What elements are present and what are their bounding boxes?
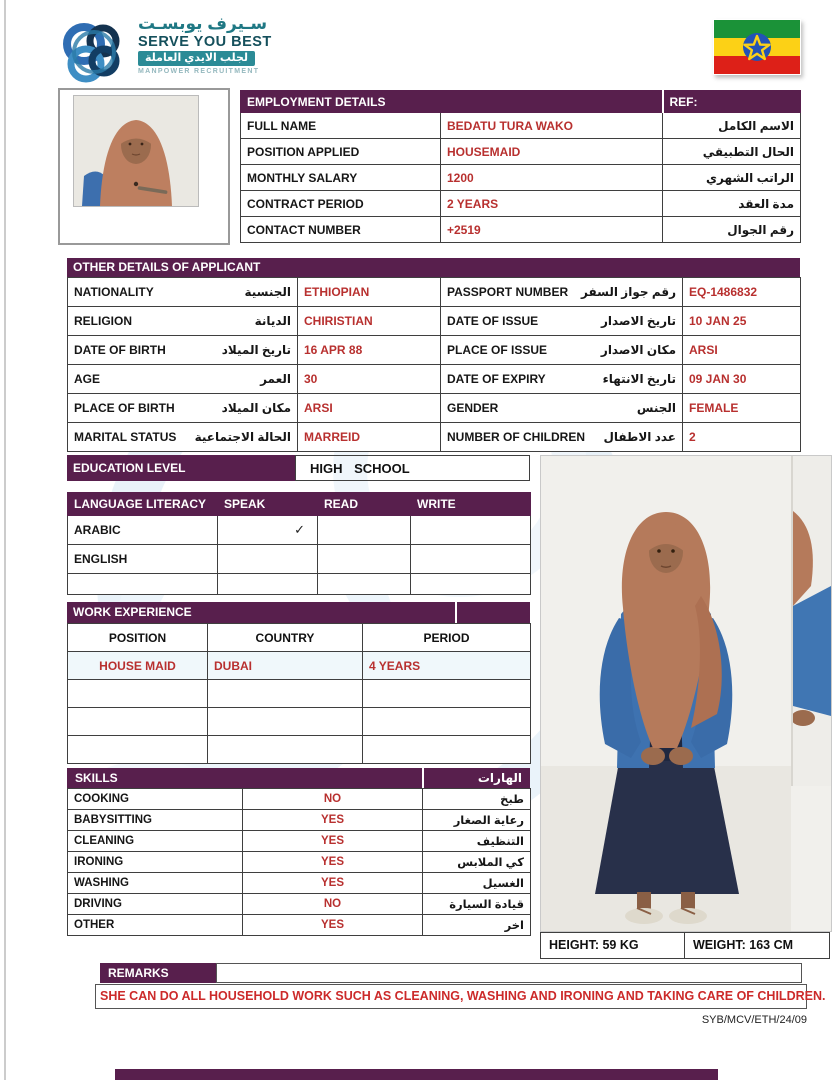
gender-arabic: الجنس [636,401,676,415]
experience-period-empty [363,708,531,736]
country-column-header: COUNTRY [208,624,363,652]
contract-period-arabic: مدة العقد [663,191,801,217]
table-row [68,873,531,894]
language-literacy-table [67,492,531,595]
cooking-label: COOKING [68,789,243,810]
other-skill-value: YES [243,915,423,936]
washing-label: WASHING [68,873,243,894]
weight-value: WEIGHT: 163 CM [685,932,830,959]
table-row [68,394,801,423]
number-of-children-label: NUMBER OF CHILDREN [447,430,585,444]
header-separator [455,602,457,623]
babysitting-arabic: رعاية الصغار [423,810,531,831]
religion-label: RELIGION [74,314,133,328]
table-row [68,852,531,873]
arabic-write-cell [411,516,531,545]
driving-arabic: قيادة السيارة [423,894,531,915]
table-row [68,516,531,545]
contract-period-label: CONTRACT PERIOD [241,191,441,217]
driving-value: NO [243,894,423,915]
remarks-header: REMARKS [100,963,216,983]
place-of-birth-value: ARSI [298,394,441,423]
place-of-birth-label: PLACE OF BIRTH [74,401,175,415]
skills-title: SKILLS [75,771,118,785]
table-row [241,165,801,191]
education-level-value: HIGH SCHOOL [295,455,530,481]
experience-period-empty [363,736,531,764]
contact-number-label: CONTACT NUMBER [241,217,441,243]
date-of-issue-value: 10 JAN 25 [683,307,801,336]
date-of-issue-label: DATE OF ISSUE [447,314,539,328]
read-header: READ [318,493,411,516]
place-of-issue-arabic: مكان الاصدار [600,343,676,357]
period-column-header: PERIOD [363,624,531,652]
table-row [68,680,531,708]
skills-title-arabic: الهارات [477,771,522,785]
other-details-table [67,277,801,452]
position-applied-arabic: الحال التطبيقي [663,139,801,165]
other-skill-label: OTHER [68,915,243,936]
nationality-arabic: الجنسية [244,285,291,299]
religion-arabic: الديانة [254,314,291,328]
table-row [68,652,531,680]
monthly-salary-value: 1200 [441,165,663,191]
nationality-value: ETHIOPIAN [298,278,441,307]
passport-number-value: EQ-1486832 [683,278,801,307]
contact-number-value: +2519 [441,217,663,243]
passport-number-label: PASSPORT NUMBER [447,285,569,299]
table-row [68,831,531,852]
washing-arabic: الغسيل [423,873,531,894]
washing-value: YES [243,873,423,894]
language-literacy-header: LANGUAGE LITERACY [68,493,218,516]
cleaning-value: YES [243,831,423,852]
remarks-text: SHE CAN DO ALL HOUSEHOLD WORK SUCH AS CLEANING, WASHING AND IRONING AND TAKING CARE OF CHILDREN. [95,984,807,1009]
place-of-issue-value: ARSI [683,336,801,365]
position-column-header: POSITION [68,624,208,652]
other-details-header: OTHER DETAILS OF APPLICANT [67,258,800,277]
place-of-birth-arabic: مكان الميلاد [221,401,291,415]
work-experience-table [67,623,531,764]
marital-status-arabic: الحالة الاجتماعية [194,430,291,444]
experience-country-empty [208,736,363,764]
cooking-arabic: طبخ [423,789,531,810]
empty-speak-cell [218,574,318,595]
monthly-salary-arabic: الراتب الشهري [663,165,801,191]
english-write-cell [411,545,531,574]
document-reference-code: SYB/MCV/ETH/24/09 [701,1014,807,1026]
date-of-issue-arabic: تاريخ الاصدار [600,314,676,328]
contact-number-arabic: رقم الجوال [663,217,801,243]
experience-position-empty [68,680,208,708]
english-read-cell [318,545,411,574]
marital-status-value: MARREID [298,423,441,452]
education-level-section [67,455,530,481]
physical-measurements-bar [540,932,830,959]
arabic-speak-checkmark: ✓ [218,516,318,545]
table-row [68,365,801,394]
work-experience-header [67,602,530,623]
education-level-label: EDUCATION LEVEL [67,455,295,481]
applicant-full-body-photo [540,455,832,932]
ref-label: REF: [663,91,801,113]
full-name-value: BEDATU TURA WAKO [441,113,663,139]
experience-position-empty [68,708,208,736]
cooking-value: NO [243,789,423,810]
cleaning-label: CLEANING [68,831,243,852]
table-row [68,278,801,307]
number-of-children-value: 2 [683,423,801,452]
number-of-children-arabic: عدد الاطفال [603,430,676,444]
table-row [68,789,531,810]
table-row [68,708,531,736]
table-row [68,545,531,574]
babysitting-label: BABYSITTING [68,810,243,831]
nationality-label: NATIONALITY [74,285,154,299]
experience-country: DUBAI [208,652,363,680]
age-label: AGE [74,372,101,386]
header-separator [422,768,424,788]
date-of-expiry-value: 09 JAN 30 [683,365,801,394]
speak-header: SPEAK [218,493,318,516]
agency-logo [56,14,272,90]
footer-bar [115,1069,718,1080]
full-name-arabic: الاسم الكامل [663,113,801,139]
empty-read-cell [318,574,411,595]
table-row [241,217,801,243]
experience-country-empty [208,680,363,708]
empty-language-cell [68,574,218,595]
table-row [241,113,801,139]
height-value: HEIGHT: 59 KG [540,932,685,959]
date-of-expiry-arabic: تاريخ الانتهاء [602,372,676,386]
age-value: 30 [298,365,441,394]
ironing-value: YES [243,852,423,873]
logo-arabic-tagline: لجلب الايدي العاملة [138,51,255,66]
employment-details-header: EMPLOYMENT DETAILS [241,91,663,113]
arabic-read-cell [318,516,411,545]
table-row [241,139,801,165]
english-speak-cell [218,545,318,574]
logo-tagline: MANPOWER RECRUITMENT [138,67,260,75]
employment-details-table [240,90,801,243]
english-language-label: ENGLISH [68,545,218,574]
position-applied-value: HOUSEMAID [441,139,663,165]
table-row [68,915,531,936]
gender-label: GENDER [447,401,499,415]
arabic-language-label: ARABIC [68,516,218,545]
table-row [68,810,531,831]
age-arabic: العمر [260,372,291,386]
table-row [68,423,801,452]
table-row [68,574,531,595]
contract-period-value: 2 YEARS [441,191,663,217]
table-row [68,307,801,336]
skills-header [67,768,530,788]
religion-value: CHIRISTIAN [298,307,441,336]
babysitting-value: YES [243,810,423,831]
marital-status-label: MARITAL STATUS [74,430,177,444]
other-skill-arabic: اخر [423,915,531,936]
skills-table [67,788,531,936]
work-experience-title: WORK EXPERIENCE [73,605,192,619]
remarks-header-strip [216,963,802,983]
cleaning-arabic: التنظيف [423,831,531,852]
full-name-label: FULL NAME [241,113,441,139]
ethiopia-flag-icon [713,19,801,75]
write-header: WRITE [411,493,531,516]
date-of-birth-arabic: تاريخ الميلاد [221,343,291,357]
experience-period: 4 YEARS [363,652,531,680]
passport-number-arabic: رقم جواز السفر [581,285,676,299]
ironing-arabic: كي الملابس [423,852,531,873]
page-edge-line [4,0,6,1080]
table-row [68,336,801,365]
date-of-birth-label: DATE OF BIRTH [74,343,166,357]
experience-country-empty [208,708,363,736]
position-applied-label: POSITION APPLIED [241,139,441,165]
logo-knot-icon [56,14,130,90]
experience-position-empty [68,736,208,764]
table-row [68,736,531,764]
applicant-photo [73,95,199,207]
table-row [241,191,801,217]
empty-write-cell [411,574,531,595]
gender-value: FEMALE [683,394,801,423]
ironing-label: IRONING [68,852,243,873]
driving-label: DRIVING [68,894,243,915]
applicant-photo-frame [58,88,230,245]
date-of-expiry-label: DATE OF EXPIRY [447,372,546,386]
date-of-birth-value: 16 APR 88 [298,336,441,365]
place-of-issue-label: PLACE OF ISSUE [447,343,548,357]
monthly-salary-label: MONTHLY SALARY [241,165,441,191]
experience-position: HOUSE MAID [68,652,208,680]
table-row [68,894,531,915]
logo-name: SERVE YOU BEST [138,33,272,50]
experience-period-empty [363,680,531,708]
logo-arabic-name: سـيرف يوبسـت [138,14,268,33]
